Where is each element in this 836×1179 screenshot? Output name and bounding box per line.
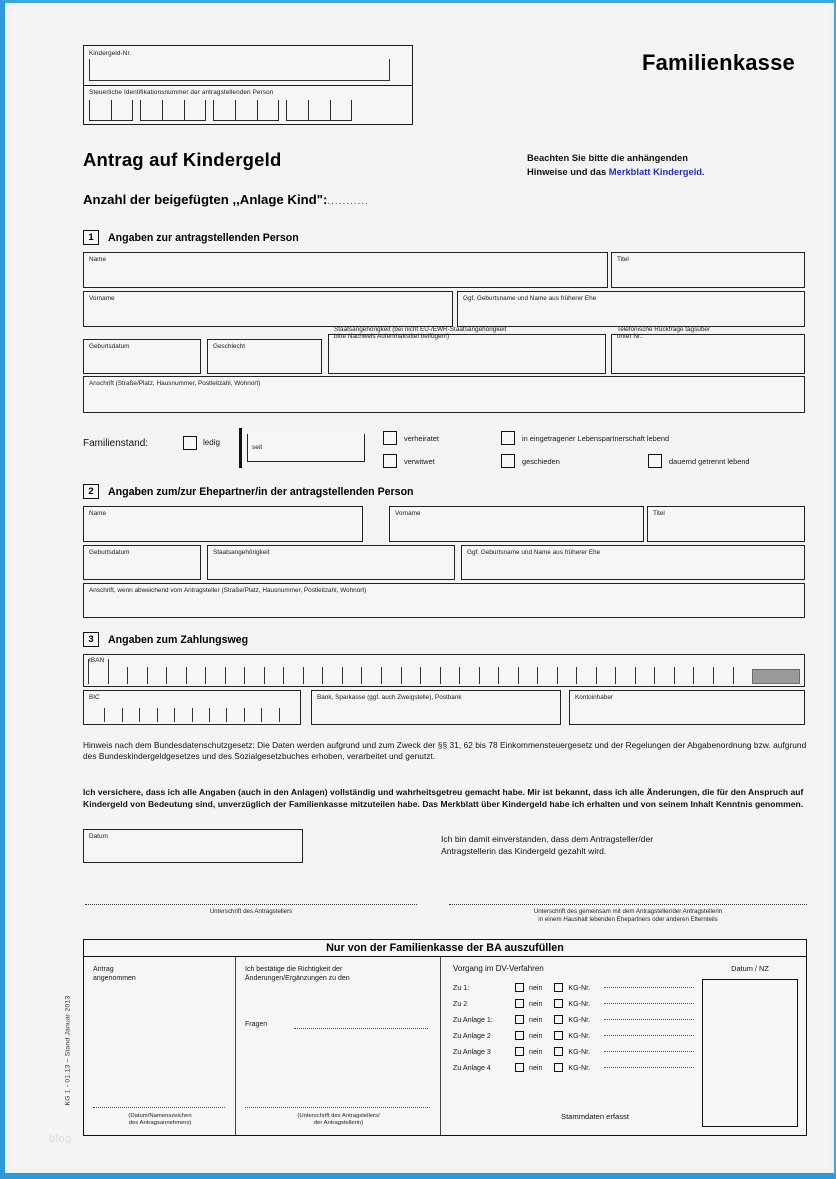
label-geschieden: geschieden (522, 456, 560, 466)
consent-line-2: Antragstellerin das Kindergeld gezahlt wird. (441, 846, 607, 856)
field-datum-signature-label: Datum (89, 833, 108, 840)
steuer-id-label: Steuerliche Identifikationsnummer der antragstellenden Person (89, 89, 274, 96)
dv-row-kgnr-label: KG-Nr. (568, 1031, 591, 1040)
header-id-box (83, 45, 413, 125)
dv-row-label: Zu Anlage 1: (453, 1015, 493, 1024)
steuer-id-cell-gap (206, 100, 213, 121)
field-bic[interactable] (83, 690, 301, 725)
privacy-notice-text: Hinweis nach dem Bundesdatenschutzgesetz: Die Daten werden aufgrund und zum Zweck der §§ 31, 62 bis 78 Einkommensteuergesetz und der Regelungen der Abgabenordnung bzw. aufgrund des Bundeskindergeldgesetzes und des Sozialgesetzbuches erhoben, verarbeitet und genutzt. (83, 740, 807, 762)
antrag-angenommen-l2: angenommen (93, 975, 136, 983)
field-bank[interactable] (311, 690, 561, 725)
field-bank-label: Bank, Sparkasse (ggf. auch Zweigstelle), Postbank (317, 694, 462, 701)
telefon-line-1: Telefonische Rückfrage tagsüber (617, 326, 711, 333)
dv-row (453, 1047, 694, 1056)
kindergeld-nr-label: Kindergeld-Nr. (89, 50, 132, 57)
iban-tick (693, 667, 694, 684)
dv-row-kgnr-input-line[interactable] (604, 1051, 694, 1052)
dv-row-nein-label: nein (529, 1047, 543, 1056)
iban-tick (596, 667, 597, 684)
checkbox-ledig[interactable] (183, 436, 197, 450)
field-geschlecht-1-label: Geschlecht (213, 343, 245, 350)
dv-row-label: Zu Anlage 2 (453, 1031, 491, 1040)
antrag-angenommen-label (93, 965, 136, 984)
dv-row (453, 999, 694, 1008)
dv-verfahren-title: Vorgang im DV-Verfahren (453, 964, 544, 973)
field-kontoinhaber[interactable] (569, 690, 805, 725)
iban-tick (186, 667, 187, 684)
field-seit-label: seit (252, 444, 263, 451)
official-use-box (83, 939, 807, 1136)
field-titel-1-label: Titel (617, 256, 629, 263)
signature-line-partner[interactable] (449, 904, 807, 905)
field-anschrift-1[interactable] (83, 376, 805, 413)
familienstand-row (83, 426, 805, 468)
dv-row-nein-label: nein (529, 983, 543, 992)
dv-row-kgnr-checkbox[interactable] (554, 1047, 563, 1056)
watermark-blog: blog (49, 1133, 72, 1145)
dv-row-kgnr-checkbox[interactable] (554, 1015, 563, 1024)
section-2-header (83, 484, 414, 499)
steuer-id-cell[interactable] (308, 100, 330, 121)
anlage-kind-text: Anzahl der beigefügten ,,Anlage Kind": (83, 192, 328, 207)
signature-caption-partner-l1: Unterschrift des gemeinsam mit dem Antragsteller/der Antragstellerin (533, 908, 723, 915)
dv-row-kgnr-checkbox[interactable] (554, 999, 563, 1008)
bestaetigung-label (245, 965, 434, 984)
official-col-antrag-angenommen (84, 957, 236, 1135)
signature-caption-partner (449, 908, 807, 923)
notice-line-2-prefix: Hinweise und das (527, 165, 609, 177)
iban-tick (518, 667, 519, 684)
steuer-id-cell[interactable] (213, 100, 235, 121)
option-geschieden[interactable] (501, 454, 560, 468)
official-col-dv-verfahren (441, 957, 806, 1135)
dv-row (453, 983, 694, 992)
field-iban[interactable] (83, 654, 805, 687)
steuer-id-cell[interactable] (235, 100, 257, 121)
option-lebenspartnerschaft[interactable] (501, 431, 669, 445)
field-geburtsname-1[interactable] (457, 291, 805, 327)
bic-tick (157, 708, 158, 722)
iban-tick (205, 667, 206, 684)
field-staatsangehoerigkeit-2[interactable] (207, 545, 455, 580)
iban-tick (225, 667, 226, 684)
dv-row (453, 1031, 694, 1040)
consent-text (441, 833, 807, 857)
dv-row-kgnr-checkbox[interactable] (554, 1063, 563, 1072)
dv-row-kgnr-label: KG-Nr. (568, 1015, 591, 1024)
field-kontoinhaber-label: Kontoinhaber (575, 694, 614, 701)
steuer-id-cell[interactable] (89, 100, 111, 121)
dv-row-label: Zu Anlage 3 (453, 1047, 491, 1056)
signature-line-applicant[interactable] (85, 904, 417, 905)
form-code-vertical: KG 1 - 01.13 – Stand Januar 2013 (64, 995, 72, 1106)
kindergeld-nr-field[interactable] (84, 46, 412, 86)
iban-tick (147, 667, 148, 684)
iban-tick (244, 667, 245, 684)
brand-familienkasse: Familienkasse (641, 50, 795, 75)
field-staatsangehoerigkeit-2-label: Staatsangehörigkeit (213, 549, 270, 556)
section-2-title: Angaben zum/zur Ehepartner/in der antragstellenden Person (108, 485, 414, 498)
field-vorname-1[interactable] (83, 291, 453, 327)
antragsteller-signature-line[interactable] (245, 1107, 430, 1108)
field-geschlecht-1[interactable] (207, 339, 322, 374)
bic-tick (174, 708, 175, 722)
iban-tick (459, 667, 460, 684)
section-1-number: 1 (83, 230, 99, 245)
field-titel-2[interactable] (647, 506, 805, 542)
label-ledig: ledig (203, 438, 220, 447)
steuer-id-cell[interactable] (257, 100, 279, 121)
field-staatsangehoerigkeit-1-label (334, 326, 506, 341)
iban-tick (557, 667, 558, 684)
iban-tick (713, 667, 714, 684)
iban-tick (635, 667, 636, 684)
dv-row-kgnr-label: KG-Nr. (568, 1047, 591, 1056)
section-3-title: Angaben zum Zahlungsweg (108, 633, 249, 646)
iban-tick (283, 667, 284, 684)
label-verheiratet: verheiratet (404, 433, 439, 443)
iban-tick (342, 667, 343, 684)
field-titel-1[interactable] (611, 252, 805, 288)
iban-tick (381, 667, 382, 684)
field-telefon-1-label (617, 326, 710, 341)
option-getrennt-lebend[interactable] (648, 454, 750, 468)
antragsteller-signature-caption-l2: der Antragstellerin) (313, 1119, 364, 1126)
official-use-header: Nur von der Familienkasse der BA auszufüllen (84, 940, 806, 957)
checkbox-lebenspartnerschaft[interactable] (501, 431, 515, 445)
field-anschrift-2-label: Anschrift, wenn abweichend vom Antragsteller (Straße/Platz, Hausnummer, Postleitzahl, Wohnort) (89, 587, 367, 594)
fragen-input-line[interactable] (294, 1028, 428, 1029)
iban-tick (420, 667, 421, 684)
dv-row-nein-label: nein (529, 1031, 543, 1040)
field-anschrift-1-label: Anschrift (Straße/Platz, Hausnummer, Postleitzahl, Wohnort) (89, 380, 261, 387)
section-3-number: 3 (83, 632, 99, 647)
dv-row-kgnr-label: KG-Nr. (568, 983, 591, 992)
notice-block (527, 151, 795, 178)
merkblatt-kindergeld-link[interactable]: Merkblatt Kindergeld. (608, 165, 705, 177)
staat-line-2: bitte Nachweis Aufenthaltstitel beifügen!) (334, 333, 450, 341)
steuer-id-cell[interactable] (111, 100, 133, 121)
dv-row-nein-label: nein (529, 1015, 543, 1024)
section-2-number: 2 (83, 484, 99, 499)
field-geburtsdatum-1-label: Geburtsdatum (89, 343, 130, 350)
field-anschrift-2[interactable] (83, 583, 805, 618)
notice-line-1: Beachten Sie bitte die anhängenden (527, 152, 688, 163)
steuer-id-cell-gap (279, 100, 286, 121)
label-verwitwet: verwitwet (404, 456, 435, 466)
steuer-id-cell[interactable] (184, 100, 206, 121)
fragen-label: Fragen (245, 1021, 268, 1028)
option-verwitwet[interactable] (383, 454, 435, 468)
antrag-angenommen-l1: Antrag (93, 966, 114, 973)
antrag-annehmer-caption-l2: des Antragsannehmers) (128, 1119, 192, 1126)
steuer-id-field[interactable] (84, 86, 412, 124)
familienstand-divider (239, 428, 242, 468)
dv-row-label: Zu Anlage 4 (453, 1063, 491, 1072)
field-vorname-2-label: Vorname (395, 510, 421, 517)
steuer-id-cell[interactable] (162, 100, 184, 121)
dv-row-nein-label: nein (529, 999, 543, 1008)
anlage-kind-count-label (83, 192, 369, 207)
label-lebenspartnerschaft: in eingetragener Lebenspartnerschaft lebend (522, 433, 670, 443)
field-vorname-1-label: Vorname (89, 295, 115, 302)
field-seit[interactable] (247, 434, 365, 462)
field-name-1[interactable] (83, 252, 608, 288)
bestaetigung-l1: Ich bestätige die Richtigkeit der (245, 966, 343, 973)
iban-cells[interactable] (84, 655, 804, 686)
bestaetigung-l2: Änderungen/Ergänzungen zu den (245, 975, 350, 983)
dv-row-kgnr-checkbox[interactable] (554, 983, 563, 992)
dv-row-nein-label: nein (529, 1063, 543, 1072)
familienstand-label: Familienstand: (83, 438, 149, 449)
field-name-2-label: Name (89, 510, 107, 517)
field-geburtsdatum-2-label: Geburtsdatum (89, 549, 130, 556)
signature-caption-applicant: Unterschrift des Antragstellers (209, 908, 293, 915)
datum-nz-input[interactable] (702, 979, 798, 1127)
dv-row-kgnr-input-line[interactable] (604, 1019, 694, 1020)
signature-caption-partner-l2: in einem Haushalt lebenden Ehepartners oder anderen Elternteils (538, 915, 718, 923)
antragsteller-signature-caption (245, 1113, 432, 1127)
steuer-id-cell[interactable] (286, 100, 308, 121)
dv-row-nein-checkbox[interactable] (515, 1031, 524, 1040)
checkbox-verheiratet[interactable] (383, 431, 397, 445)
staat-line-1: Staatsangehörigkeit (bei nicht EU-/EWR-Staatsangehörigkeit (334, 326, 507, 333)
form-sheet (11, 7, 829, 1167)
section-1-header (83, 230, 299, 245)
dv-row-label: Zu 2 (453, 999, 468, 1008)
dv-row-nein-checkbox[interactable] (515, 1015, 524, 1024)
dv-row (453, 1063, 694, 1072)
steuer-id-cell-gap (133, 100, 140, 121)
antrag-annehmer-line[interactable] (93, 1107, 225, 1108)
field-name-1-label: Name (89, 256, 107, 263)
iban-tick (303, 667, 304, 684)
anlage-kind-dots[interactable]: ........... (327, 196, 369, 207)
iban-tick (615, 667, 616, 684)
bic-tick (122, 708, 123, 722)
bic-tick (279, 708, 280, 722)
iban-tick (537, 667, 538, 684)
field-telefon-1[interactable] (611, 326, 805, 374)
iban-tick (479, 667, 480, 684)
iban-tick (361, 667, 362, 684)
antrag-annehmer-caption (93, 1113, 227, 1127)
field-geburtsname-2-label: Ggf. Geburtsname und Name aus früherer Ehe (467, 549, 601, 556)
dv-row-kgnr-input-line[interactable] (604, 987, 694, 988)
field-geburtsdatum-1[interactable] (83, 339, 201, 374)
section-1-title: Angaben zur antragstellenden Person (108, 231, 299, 244)
dv-row-kgnr-checkbox[interactable] (554, 1031, 563, 1040)
steuer-id-cell[interactable] (330, 100, 352, 121)
dv-row-kgnr-label: KG-Nr. (568, 999, 591, 1008)
field-iban-label: IBAN (89, 657, 105, 664)
kindergeld-nr-input[interactable] (89, 59, 390, 81)
bic-tick (244, 708, 245, 722)
iban-tick (322, 667, 323, 684)
field-geburtsname-2[interactable] (461, 545, 805, 580)
iban-tick (498, 667, 499, 684)
field-geburtsdatum-2[interactable] (83, 545, 201, 580)
iban-tick (440, 667, 441, 684)
field-staatsangehoerigkeit-1[interactable] (328, 326, 606, 374)
iban-tick (166, 667, 167, 684)
bic-tick (261, 708, 262, 722)
iban-tick (674, 667, 675, 684)
field-geburtsname-1-label: Ggf. Geburtsname und Name aus früherer Ehe (463, 295, 597, 302)
dv-row (453, 1015, 694, 1024)
dv-row-kgnr-label: KG-Nr. (568, 1063, 591, 1072)
antragsteller-signature-caption-l1: (Unterschrift des Antragstellers/ (297, 1112, 380, 1119)
field-bic-label: BIC (89, 694, 100, 701)
iban-tick (733, 667, 734, 684)
checkbox-verwitwet[interactable] (383, 454, 397, 468)
bic-tick (139, 708, 140, 722)
dv-row-nein-checkbox[interactable] (515, 999, 524, 1008)
field-titel-2-label: Titel (653, 510, 665, 517)
dv-row-nein-checkbox[interactable] (515, 1047, 524, 1056)
page-title: Antrag auf Kindergeld (83, 149, 282, 170)
field-name-2[interactable] (83, 506, 363, 542)
section-3-header (83, 632, 248, 647)
iban-tick (576, 667, 577, 684)
bic-tick (104, 708, 105, 722)
dv-row-label: Zu 1: (453, 983, 470, 992)
bic-tick (209, 708, 210, 722)
steuer-id-cells[interactable] (89, 100, 407, 121)
iban-tick (264, 667, 265, 684)
dv-row-kgnr-input-line[interactable] (604, 1035, 694, 1036)
checkbox-geschieden[interactable] (501, 454, 515, 468)
stammdaten-erfasst-label: Stammdaten erfasst (561, 1112, 629, 1121)
iban-tick (127, 667, 128, 684)
label-getrennt-lebend: dauernd getrennt lebend (669, 456, 750, 466)
bic-tick (192, 708, 193, 722)
iban-tick (88, 659, 89, 684)
field-datum-signature[interactable] (83, 829, 303, 863)
iban-tick (108, 659, 109, 684)
declaration-text: Ich versichere, dass ich alle Angaben (auch in den Anlagen) vollständig und wahrheitsgetreu gemacht habe. Mir ist bekannt, dass ich alle Änderungen, die für den Anspruch auf Kindergeld von Bedeutung sind, unverzüglich der Familienkasse mitzuteilen habe. Das Merkblatt über Kindergeld habe ich erhalten und von seinem Inhalt Kenntnis genommen. (83, 787, 804, 809)
datum-nz-label: Datum / NZ (731, 964, 769, 973)
iban-unused-block (752, 669, 800, 684)
option-verheiratet[interactable] (383, 431, 439, 445)
checkbox-getrennt-lebend[interactable] (648, 454, 662, 468)
dv-row-nein-checkbox[interactable] (515, 1063, 524, 1072)
iban-tick (654, 667, 655, 684)
dv-row-nein-checkbox[interactable] (515, 983, 524, 992)
consent-line-1: Ich bin damit einverstanden, dass dem Antragsteller/der (441, 834, 654, 844)
dv-row-kgnr-input-line[interactable] (604, 1003, 694, 1004)
bic-cells[interactable] (84, 691, 300, 724)
dv-row-kgnr-input-line[interactable] (604, 1067, 694, 1068)
field-vorname-2[interactable] (389, 506, 644, 542)
telefon-line-2: unter Nr.: (617, 333, 644, 341)
official-col-bestaetigung (236, 957, 441, 1135)
antrag-annehmer-caption-l1: (Datum/Namenszeichen (128, 1112, 192, 1119)
steuer-id-cell[interactable] (140, 100, 162, 121)
iban-tick (401, 667, 402, 684)
bic-tick (226, 708, 227, 722)
